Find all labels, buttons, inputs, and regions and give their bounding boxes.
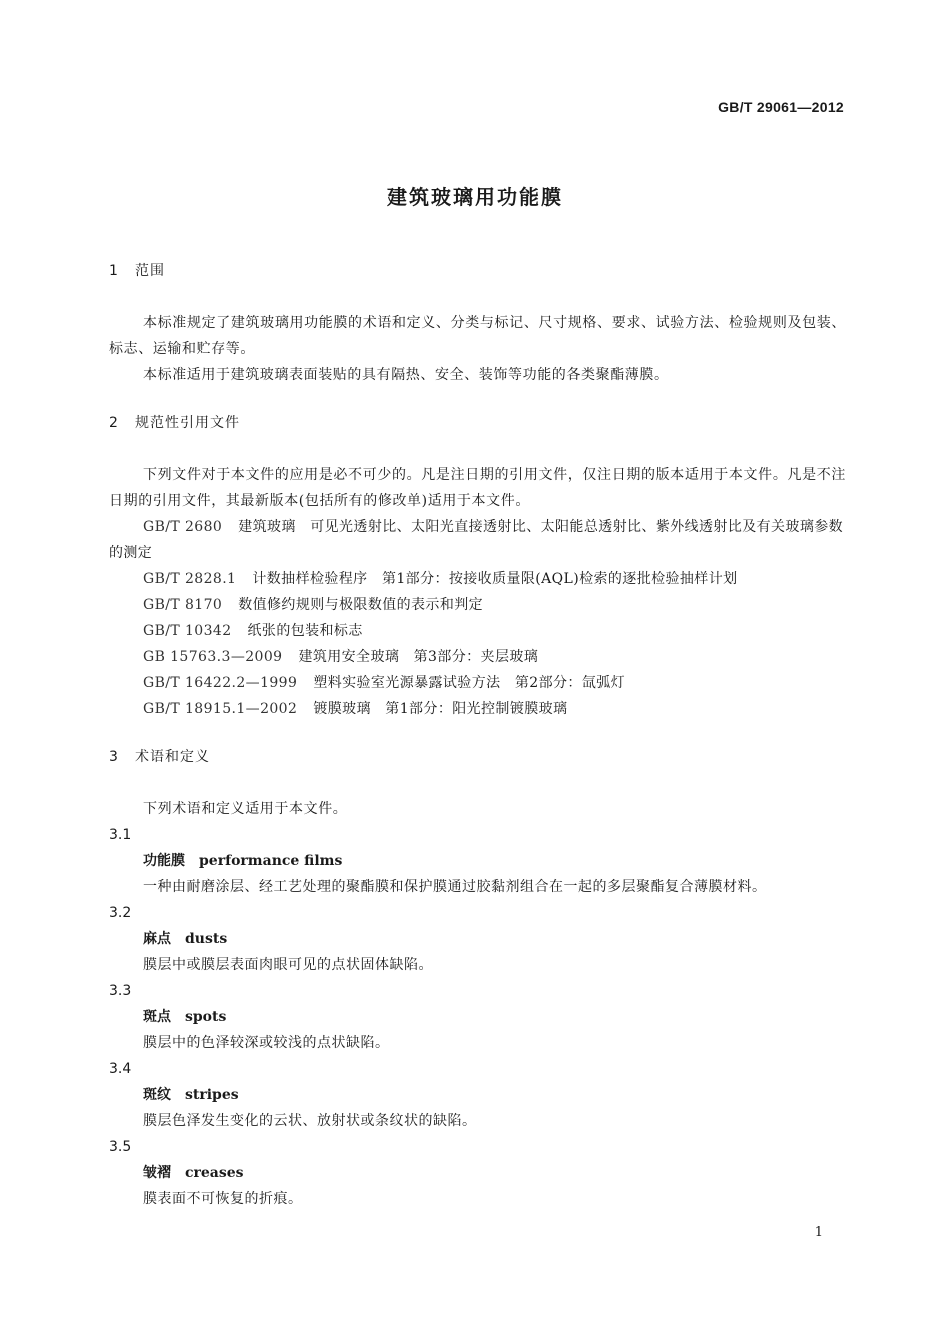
reference-title: 建筑用安全玻璃 第3部分：夹层玻璃 xyxy=(298,649,539,665)
term-definition: 膜表面不可恢复的折痕。 xyxy=(143,1191,303,1207)
section-3-title: 术语和定义 xyxy=(135,749,210,765)
term-name-en: performance films xyxy=(199,853,343,869)
reference-title: 建筑玻璃 可见光透射比、太阳光直接透射比、太阳能总透射比、紫外线透射比及有关玻璃参数的测定 xyxy=(109,519,844,561)
term-number: 3.3 xyxy=(109,983,132,999)
term-number: 3.4 xyxy=(109,1061,132,1077)
term-name-zh: 功能膜 xyxy=(143,853,185,869)
normative-reference xyxy=(109,644,846,670)
document-title: 建筑玻璃用功能膜 xyxy=(387,185,563,209)
term-name xyxy=(109,1160,846,1186)
document-body xyxy=(109,258,846,1212)
reference-code: GB/T 2828.1 xyxy=(143,571,237,587)
section-3-intro: 下列术语和定义适用于本文件。 xyxy=(143,801,348,817)
reference-title: 数值修约规则与极限数值的表示和判定 xyxy=(238,597,484,613)
term-name-en: stripes xyxy=(185,1087,239,1103)
term-number: 3.2 xyxy=(109,905,132,921)
term-name-zh: 斑纹 xyxy=(143,1087,171,1103)
reference-code: GB/T 8170 xyxy=(143,597,223,613)
term-definition: 膜层色泽发生变化的云状、放射状或条纹状的缺陷。 xyxy=(143,1113,477,1129)
normative-reference xyxy=(109,514,846,566)
section-3-heading xyxy=(109,744,846,770)
term-name xyxy=(109,1004,846,1030)
section-1-number: 1 xyxy=(109,263,118,279)
reference-title: 纸张的包装和标志 xyxy=(247,623,363,639)
normative-reference xyxy=(109,566,846,592)
term-name-zh: 麻点 xyxy=(143,931,171,947)
standard-number: GB/T 29061—2012 xyxy=(718,99,844,115)
normative-reference xyxy=(109,592,846,618)
term-name xyxy=(109,1082,846,1108)
section-2-title: 规范性引用文件 xyxy=(135,415,240,431)
term-name xyxy=(109,848,846,874)
term-name-zh: 斑点 xyxy=(143,1009,171,1025)
section-1-paragraph: 本标准适用于建筑玻璃表面装贴的具有隔热、安全、装饰等功能的各类聚酯薄膜。 xyxy=(143,367,669,383)
reference-code: GB 15763.3—2009 xyxy=(143,649,283,665)
term-definition: 一种由耐磨涂层、经工艺处理的聚酯膜和保护膜通过胶黏剂组合在一起的多层聚酯复合薄膜材料。 xyxy=(143,879,767,895)
section-2-number: 2 xyxy=(109,415,118,431)
term-name xyxy=(109,926,846,952)
term-name-en: dusts xyxy=(185,931,228,947)
term-definition: 膜层中或膜层表面肉眼可见的点状固体缺陷。 xyxy=(143,957,433,973)
reference-title: 计数抽样检验程序 第1部分：按接收质量限(AQL)检索的逐批检验抽样计划 xyxy=(252,571,738,587)
term-number: 3.5 xyxy=(109,1139,132,1155)
term-name-zh: 皱褶 xyxy=(143,1165,171,1181)
term-name-en: creases xyxy=(185,1165,244,1181)
normative-reference xyxy=(109,670,846,696)
normative-reference xyxy=(109,618,846,644)
term-number: 3.1 xyxy=(109,827,132,843)
term-name-en: spots xyxy=(185,1009,227,1025)
reference-code: GB/T 18915.1—2002 xyxy=(143,701,298,717)
reference-code: GB/T 2680 xyxy=(143,519,223,535)
section-1-heading xyxy=(109,258,846,284)
section-1-title: 范围 xyxy=(135,263,165,279)
section-2-heading xyxy=(109,410,846,436)
section-3-number: 3 xyxy=(109,749,118,765)
page-number: 1 xyxy=(814,1225,823,1240)
reference-title: 塑料实验室光源暴露试验方法 第2部分：氙弧灯 xyxy=(313,675,626,691)
section-1-paragraph: 本标准规定了建筑玻璃用功能膜的术语和定义、分类与标记、尺寸规格、要求、试验方法、检验规则及包装、标志、运输和贮存等。 xyxy=(109,315,846,357)
reference-code: GB/T 10342 xyxy=(143,623,232,639)
normative-reference xyxy=(109,696,846,722)
term-definition: 膜层中的色泽较深或较浅的点状缺陷。 xyxy=(143,1035,390,1051)
reference-code: GB/T 16422.2—1999 xyxy=(143,675,298,691)
section-2-intro: 下列文件对于本文件的应用是必不可少的。凡是注日期的引用文件，仅注日期的版本适用于本文件。凡是不注日期的引用文件，其最新版本(包括所有的修改单)适用于本文件。 xyxy=(109,467,846,509)
reference-title: 镀膜玻璃 第1部分：阳光控制镀膜玻璃 xyxy=(313,701,568,717)
